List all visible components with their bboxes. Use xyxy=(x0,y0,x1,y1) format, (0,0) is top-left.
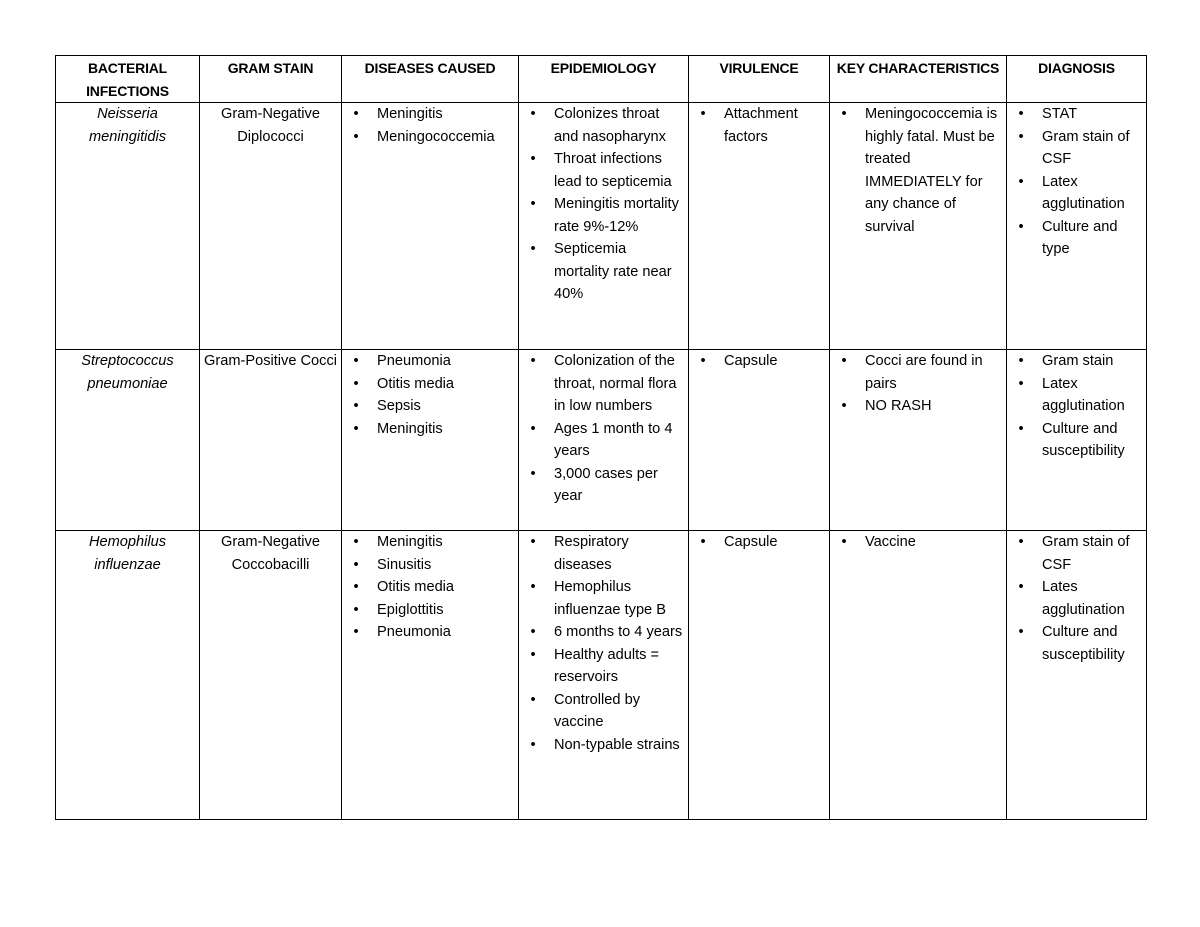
bullet-icon: • xyxy=(530,241,536,257)
bullet-icon: • xyxy=(530,579,536,595)
epidemiology-cell xyxy=(519,103,689,350)
bullet-icon: • xyxy=(353,601,359,618)
list-item xyxy=(1007,418,1142,463)
bullet-icon: • xyxy=(353,624,359,640)
bullet-icon: • xyxy=(530,646,536,663)
bullet-icon: • xyxy=(353,353,359,369)
list-item-text: Gram stain of CSF xyxy=(1042,534,1130,573)
list-item xyxy=(519,418,684,463)
list-item-text: Septicemia mortality rate near 40% xyxy=(554,241,672,302)
list-item xyxy=(342,103,514,126)
list-item xyxy=(519,193,684,238)
list-item xyxy=(519,689,684,734)
list-item-text: Culture and susceptibility xyxy=(1042,420,1125,459)
list-item xyxy=(342,621,514,644)
bullet-icon: • xyxy=(1018,106,1024,122)
bacterial-infections-table xyxy=(55,55,1147,820)
list-item-text: Latex agglutination xyxy=(1042,173,1125,212)
list-item xyxy=(519,463,684,508)
list-item-text: Sepsis xyxy=(377,398,421,414)
diagnosis-list xyxy=(1007,350,1142,463)
bullet-icon: • xyxy=(353,398,359,414)
bacterium-name: Streptococcus pneumoniae xyxy=(56,350,200,531)
gram-stain-cell: Gram-Negative Coccobacilli xyxy=(200,531,342,820)
bullet-icon: • xyxy=(530,353,536,369)
list-item xyxy=(519,238,684,306)
list-item-text: Culture and susceptibility xyxy=(1042,624,1125,663)
list-item xyxy=(1007,216,1142,261)
diseases-cell xyxy=(342,103,519,350)
bullet-icon: • xyxy=(530,106,536,122)
list-item-text: Epiglottitis xyxy=(377,601,444,618)
virulence-list xyxy=(689,103,825,148)
bullet-icon: • xyxy=(1018,534,1024,550)
list-item xyxy=(1007,621,1142,666)
header-row xyxy=(56,56,1147,103)
bullet-icon: • xyxy=(353,556,359,573)
bullet-icon: • xyxy=(841,398,847,414)
list-item-text: Culture and type xyxy=(1042,218,1118,257)
bullet-icon: • xyxy=(530,465,536,482)
key-characteristics-list xyxy=(830,531,1002,554)
diagnosis-cell xyxy=(1007,350,1147,531)
epidemiology-cell xyxy=(519,350,689,531)
list-item-text: Capsule xyxy=(724,353,778,369)
header-bacterial-infections: BACTERIAL INFECTIONS xyxy=(56,56,200,103)
list-item-text: Meningococcemia xyxy=(377,128,495,145)
list-item xyxy=(342,576,514,599)
list-item-text: Non-typable strains xyxy=(554,736,680,753)
bullet-icon: • xyxy=(841,353,847,369)
bullet-icon: • xyxy=(530,420,536,437)
list-item-text: Latex agglutination xyxy=(1042,375,1125,414)
bullet-icon: • xyxy=(700,106,706,122)
bullet-icon: • xyxy=(1018,420,1024,437)
key-characteristics-cell xyxy=(830,531,1007,820)
gram-stain-cell: Gram-Positive Cocci xyxy=(200,350,342,531)
diagnosis-list xyxy=(1007,531,1142,666)
list-item xyxy=(830,395,1002,418)
list-item xyxy=(830,350,1002,395)
list-item-text: Meningococcemia is highly fatal. Must be treated IMMEDIATELY for any chance of survival xyxy=(865,106,998,235)
list-item-text: Colonizes throat and nasopharynx xyxy=(554,106,666,145)
bullet-icon: • xyxy=(353,128,359,145)
bullet-icon: • xyxy=(353,534,359,550)
list-item xyxy=(1007,103,1142,126)
epidemiology-list xyxy=(519,103,684,306)
key-characteristics-cell xyxy=(830,350,1007,531)
key-characteristics-list xyxy=(830,350,1002,418)
diseases-list xyxy=(342,531,514,644)
list-item-text: Respiratory diseases xyxy=(554,534,629,573)
list-item xyxy=(1007,531,1142,576)
table-row xyxy=(56,103,1147,350)
header-diagnosis: DIAGNOSIS xyxy=(1007,56,1147,103)
list-item xyxy=(519,734,684,757)
epidemiology-list xyxy=(519,531,684,756)
virulence-cell xyxy=(689,103,830,350)
key-characteristics-cell xyxy=(830,103,1007,350)
list-item xyxy=(689,350,825,373)
list-item-text: Vaccine xyxy=(865,534,916,550)
header-epidemiology: EPIDEMIOLOGY xyxy=(519,56,689,103)
header-diseases-caused: DISEASES CAUSED xyxy=(342,56,519,103)
list-item xyxy=(342,418,514,441)
list-item xyxy=(1007,171,1142,216)
virulence-list xyxy=(689,350,825,373)
list-item-text: Meningitis xyxy=(377,420,443,437)
bullet-icon: • xyxy=(1018,128,1024,145)
list-item xyxy=(342,599,514,622)
bullet-icon: • xyxy=(1018,579,1024,595)
list-item xyxy=(519,148,684,193)
list-item-text: 3,000 cases per year xyxy=(554,465,658,504)
bullet-icon: • xyxy=(700,353,706,369)
header-gram-stain: GRAM STAIN xyxy=(200,56,342,103)
diseases-list xyxy=(342,350,514,440)
list-item-text: Healthy adults = reservoirs xyxy=(554,646,660,685)
list-item-text: Otitis media xyxy=(377,579,455,595)
bullet-icon: • xyxy=(530,736,536,753)
list-item xyxy=(830,531,1002,554)
list-item-text: Cocci are found in pairs xyxy=(865,353,983,392)
bullet-icon: • xyxy=(353,579,359,595)
list-item xyxy=(1007,126,1142,171)
list-item-text: Meningitis xyxy=(377,106,443,122)
list-item-text: 6 months to 4 years xyxy=(554,624,683,640)
list-item-text: Sinusitis xyxy=(377,556,432,573)
list-item-text: Capsule xyxy=(724,534,778,550)
list-item-text: Meningitis mortality rate 9%-12% xyxy=(554,196,679,235)
list-item-text: Controlled by vaccine xyxy=(554,691,640,730)
list-item xyxy=(342,350,514,373)
diseases-cell xyxy=(342,350,519,531)
virulence-cell xyxy=(689,531,830,820)
list-item-text: Hemophilus influenzae type B xyxy=(554,579,666,618)
list-item-text: STAT xyxy=(1042,106,1078,122)
bullet-icon: • xyxy=(1018,375,1024,392)
list-item-text: Attachment factors xyxy=(724,106,798,145)
list-item-text: Gram stain xyxy=(1042,353,1114,369)
key-characteristics-list xyxy=(830,103,1002,238)
bullet-icon: • xyxy=(530,691,536,708)
bullet-icon: • xyxy=(353,420,359,437)
header-key-characteristics: KEY CHARACTERISTICS xyxy=(830,56,1007,103)
bacterium-name: Hemophilus influenzae xyxy=(56,531,200,820)
list-item-text: Otitis media xyxy=(377,375,455,392)
diagnosis-cell xyxy=(1007,103,1147,350)
bullet-icon: • xyxy=(1018,173,1024,190)
list-item-text: Pneumonia xyxy=(377,353,451,369)
bullet-icon: • xyxy=(841,534,847,550)
gram-stain-cell: Gram-Negative Diplococci xyxy=(200,103,342,350)
list-item-text: NO RASH xyxy=(865,398,932,414)
virulence-list xyxy=(689,531,825,554)
list-item xyxy=(1007,350,1142,373)
table-row xyxy=(56,350,1147,531)
list-item xyxy=(1007,576,1142,621)
list-item xyxy=(519,644,684,689)
list-item xyxy=(519,531,684,576)
list-item xyxy=(342,126,514,149)
list-item-text: Throat infections lead to septicemia xyxy=(554,151,672,190)
list-item-text: Lates agglutination xyxy=(1042,579,1125,618)
epidemiology-list xyxy=(519,350,684,508)
diagnosis-list xyxy=(1007,103,1142,261)
list-item-text: Gram stain of CSF xyxy=(1042,128,1130,167)
bullet-icon: • xyxy=(530,534,536,550)
diseases-list xyxy=(342,103,514,148)
bullet-icon: • xyxy=(353,106,359,122)
bullet-icon: • xyxy=(530,196,536,212)
list-item xyxy=(342,531,514,554)
bullet-icon: • xyxy=(353,375,359,392)
bacterium-name: Neisseria meningitidis xyxy=(56,103,200,350)
list-item xyxy=(342,373,514,396)
bullet-icon: • xyxy=(700,534,706,550)
bullet-icon: • xyxy=(1018,218,1024,235)
list-item-text: Pneumonia xyxy=(377,624,451,640)
bullet-icon: • xyxy=(841,106,847,122)
list-item xyxy=(689,103,825,148)
table-row xyxy=(56,531,1147,820)
bullet-icon: • xyxy=(530,151,536,167)
bullet-icon: • xyxy=(1018,624,1024,640)
list-item xyxy=(519,103,684,148)
list-item xyxy=(519,350,684,418)
list-item xyxy=(342,554,514,577)
list-item-text: Ages 1 month to 4 years xyxy=(554,420,673,459)
list-item xyxy=(519,621,684,644)
list-item xyxy=(342,395,514,418)
list-item xyxy=(519,576,684,621)
header-virulence: VIRULENCE xyxy=(689,56,830,103)
bullet-icon: • xyxy=(530,624,536,640)
list-item xyxy=(689,531,825,554)
bullet-icon: • xyxy=(1018,353,1024,369)
list-item-text: Meningitis xyxy=(377,534,443,550)
virulence-cell xyxy=(689,350,830,531)
list-item xyxy=(1007,373,1142,418)
list-item xyxy=(830,103,1002,238)
epidemiology-cell xyxy=(519,531,689,820)
list-item-text: Colonization of the throat, normal flora in low numbers xyxy=(554,353,677,414)
diseases-cell xyxy=(342,531,519,820)
diagnosis-cell xyxy=(1007,531,1147,820)
